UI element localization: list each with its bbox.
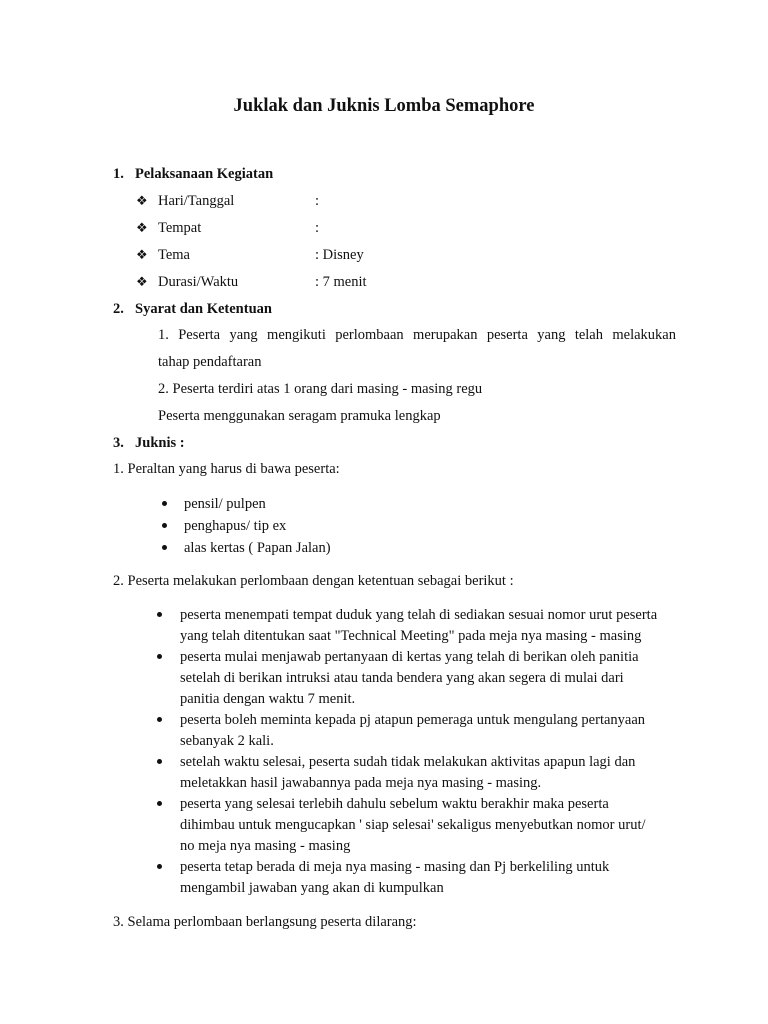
bullet-dot-icon (157, 759, 162, 764)
section-3-number: 3. (113, 435, 124, 451)
bullet-dot-icon (162, 523, 167, 528)
rule-line: sebanyak 2 kali. (180, 733, 274, 749)
section-3-heading: Juknis : (135, 435, 185, 451)
tool-item: penghapus/ tip ex (184, 518, 287, 534)
rule-line: no meja nya masing - masing (180, 838, 351, 854)
requirement-line-1-continued: tahap pendaftaran (158, 354, 262, 370)
bullet-dot-icon (157, 864, 162, 869)
field-value-tempat: : (315, 220, 320, 236)
juknis-item-1: 1. Peraltan yang harus di bawa peserta: (113, 461, 340, 477)
field-label-tempat: Tempat (158, 220, 202, 236)
bullet-dot-icon (162, 545, 167, 550)
diamond-bullet-icon: ❖ (136, 247, 148, 262)
rule-line: peserta tetap berada di meja nya masing - masing dan Pj berkeliling untuk (180, 859, 610, 875)
rule-line: setelah waktu selesai, peserta sudah tidak melakukan aktivitas apapun lagi dan (180, 754, 636, 770)
rule-line: dihimbau untuk mengucapkan ' siap selesai' sekaligus menyebutkan nomor urut/ (180, 817, 646, 833)
rule-line: peserta yang selesai terlebih dahulu sebelum waktu berakhir maka peserta (180, 796, 609, 812)
field-label-durasi-waktu: Durasi/Waktu (158, 274, 239, 290)
section-2-heading: Syarat dan Ketentuan (135, 301, 272, 317)
section-2-number: 2. (113, 301, 124, 317)
diamond-bullet-icon: ❖ (136, 193, 148, 208)
field-value-hari-tanggal: : (315, 193, 320, 209)
requirement-line-1: 1. Peserta yang mengikuti perlombaan merupakan peserta yang telah melakukan (158, 327, 676, 343)
juknis-item-2: 2. Peserta melakukan perlombaan dengan ketentuan sebagai berikut : (113, 573, 514, 589)
tool-item: pensil/ pulpen (184, 496, 266, 512)
bullet-dot-icon (162, 501, 167, 506)
bullet-dot-icon (157, 654, 162, 659)
field-value-tema: : Disney (315, 247, 364, 263)
rule-line: panitia dengan waktu 7 menit. (180, 691, 356, 707)
rule-line: yang telah ditentukan saat "Technical Meeting" pada meja nya masing - masing (180, 628, 642, 644)
rule-line: peserta boleh meminta kepada pj atapun pemeraga untuk mengulang pertanyaan (180, 712, 646, 728)
rule-line: setelah di berikan intruksi atau tanda bendera yang akan segera di mulai dari (180, 670, 624, 686)
document-title: Juklak dan Juknis Lomba Semaphore (233, 96, 535, 116)
bullet-dot-icon (157, 717, 162, 722)
field-label-hari-tanggal: Hari/Tanggal (158, 193, 235, 209)
requirement-line-2: 2. Peserta terdiri atas 1 orang dari masing - masing regu (158, 381, 483, 397)
rule-line: mengambil jawaban yang akan di kumpulkan (180, 880, 444, 896)
field-value-durasi-waktu: : 7 menit (315, 274, 367, 290)
field-label-tema: Tema (158, 247, 190, 263)
requirement-line-3: Peserta menggunakan seragam pramuka lengkap (158, 408, 441, 424)
section-1-heading: Pelaksanaan Kegiatan (135, 166, 274, 182)
juknis-item-3: 3. Selama perlombaan berlangsung peserta dilarang: (113, 914, 417, 930)
bullet-dot-icon (157, 612, 162, 617)
rule-line: meletakkan hasil jawabannya pada meja nya masing - masing. (180, 775, 542, 791)
bullet-dot-icon (157, 801, 162, 806)
rule-line: peserta menempati tempat duduk yang telah di sediakan sesuai nomor urut peserta (180, 607, 658, 623)
tool-item: alas kertas ( Papan Jalan) (184, 540, 331, 556)
rule-line: peserta mulai menjawab pertanyaan di kertas yang telah di berikan oleh panitia (180, 649, 639, 665)
diamond-bullet-icon: ❖ (136, 274, 148, 289)
section-1-number: 1. (113, 166, 124, 182)
diamond-bullet-icon: ❖ (136, 220, 148, 235)
